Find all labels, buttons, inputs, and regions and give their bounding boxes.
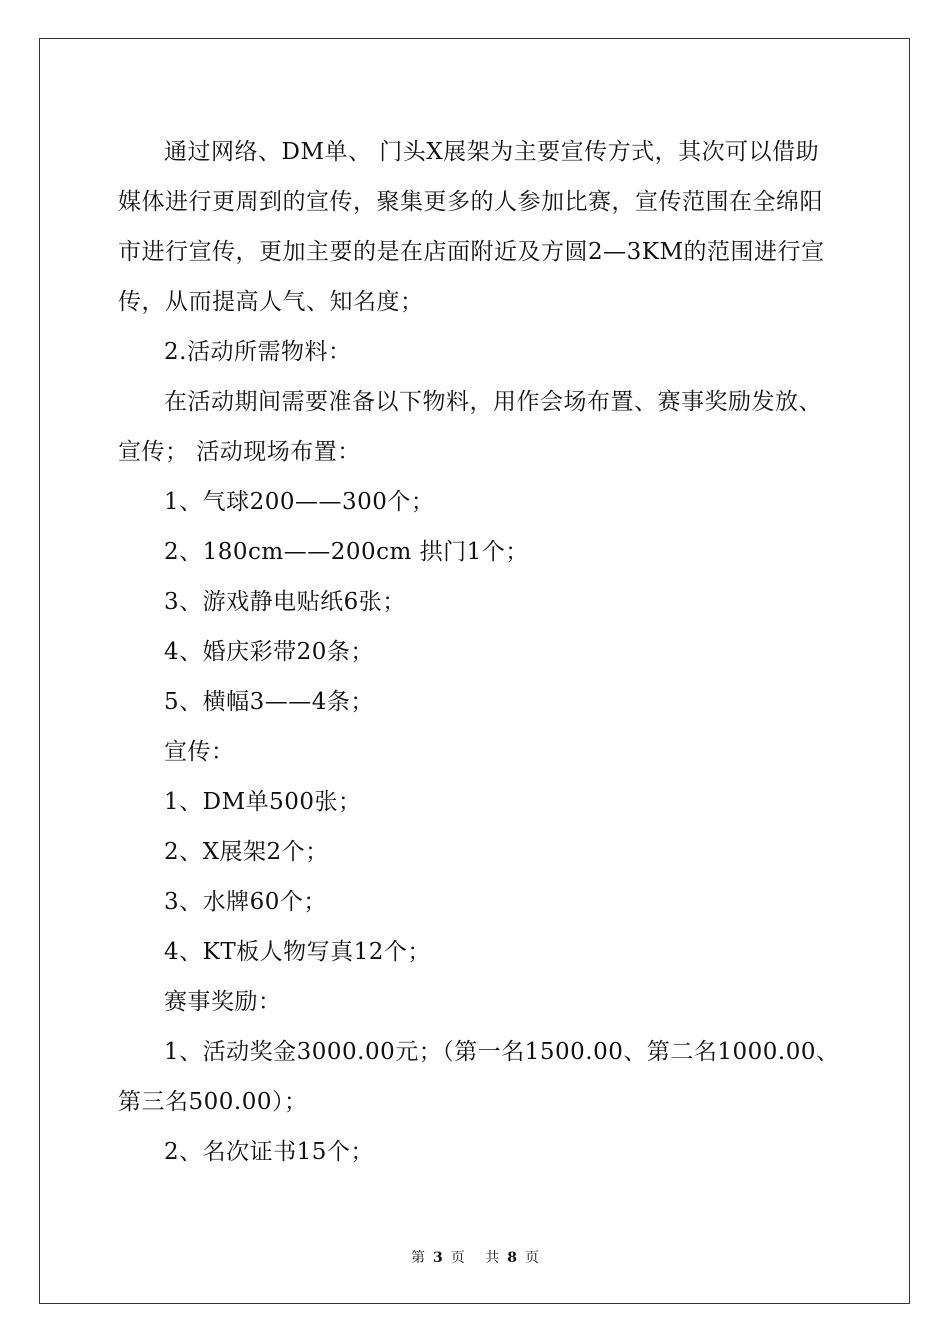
- page-footer: [0, 1247, 950, 1267]
- text-line: 2.活动所需物料：: [164, 339, 352, 365]
- total-pages-label: 共 8 页: [485, 1250, 539, 1266]
- current-page-label: 第 3 页: [411, 1250, 465, 1266]
- text-line: 市进行宣传，更加主要的是在店面附近及方圆2—3KM的范围进行宣: [118, 239, 825, 265]
- text-line: 2、X展架2个；: [164, 839, 329, 865]
- document-body: [118, 127, 840, 1177]
- text-line: 3、游戏静电贴纸6张；: [164, 589, 406, 615]
- text-line: 在活动期间需要准备以下物料，用作会场布置、赛事奖励发放、: [164, 389, 822, 415]
- text-line: 1、DM单500张；: [164, 789, 362, 815]
- text-line: 宣传：: [164, 739, 235, 765]
- text-line: 媒体进行更周到的宣传，聚集更多的人参加比赛，宣传范围在全绵阳: [118, 189, 823, 215]
- text-line: 4、KT板人物写真12个；: [164, 939, 431, 965]
- text-line: 1、气球200——300个；: [164, 489, 435, 515]
- text-line: 宣传； 活动现场布置：: [118, 439, 361, 465]
- text-line: 5、横幅3——4条；: [164, 689, 374, 715]
- text-line: 1、活动奖金3000.00元；（第一名1500.00、第二名1000.00、: [164, 1039, 840, 1065]
- text-line: 通过网络、DM单、 门头X展架为主要宣传方式，其次可以借助: [164, 139, 820, 165]
- text-line: 传，从而提高人气、知名度；: [118, 289, 424, 315]
- text-line: 3、水牌60个；: [164, 889, 327, 915]
- text-line: 4、婚庆彩带20条；: [164, 639, 374, 665]
- text-line: 赛事奖励：: [164, 989, 282, 1015]
- text-line: 2、名次证书15个；: [164, 1139, 374, 1165]
- text-line: 第三名500.00）；: [118, 1089, 308, 1115]
- text-line: 2、180cm——200cm 拱门1个；: [164, 539, 529, 565]
